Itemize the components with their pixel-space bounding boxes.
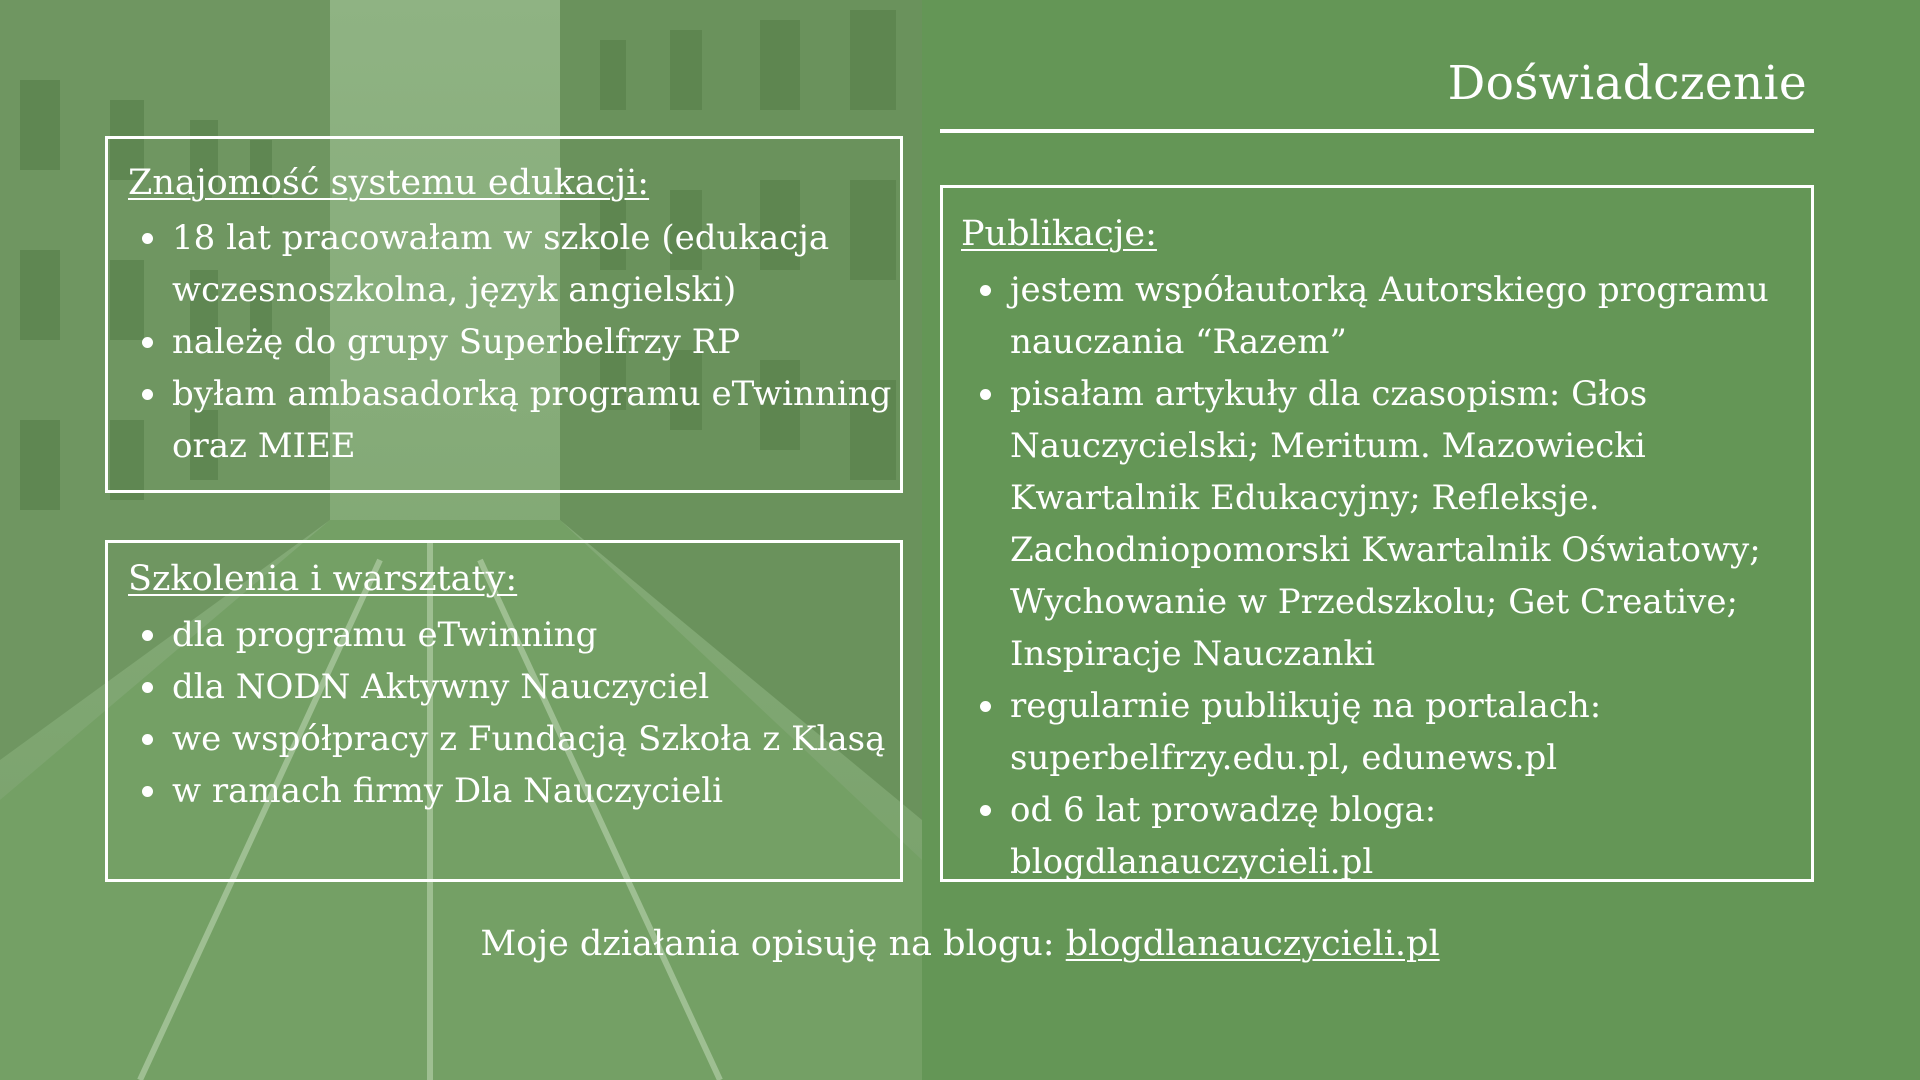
list-item: 18 lat pracowałam w szkole (edukacja wczesnoszkolna, język angielski) [150, 212, 910, 316]
bullet-icon [142, 630, 153, 641]
bullet-icon [980, 701, 991, 712]
bullet-icon [980, 805, 991, 816]
title-divider [940, 129, 1814, 133]
bullet-icon [980, 389, 991, 400]
list-item: od 6 lat prowadzę bloga: blogdlanauczycieli.pl [988, 784, 1808, 888]
list-item: we współpracy z Fundacją Szkoła z Klasą [150, 713, 890, 765]
list-item: regularnie publikuję na portalach: superbelfrzy.edu.pl, edunews.pl [988, 680, 1808, 784]
bullet-icon [980, 285, 991, 296]
bullet-icon [142, 337, 153, 348]
trainings-list [150, 609, 890, 817]
section-title: Znajomość systemu edukacji: [128, 163, 650, 203]
knowledge-list [150, 212, 910, 472]
list-item: jestem współautorką Autorskiego programu nauczania “Razem” [988, 264, 1808, 368]
publications-section [940, 185, 1814, 882]
bullet-icon [142, 389, 153, 400]
blog-link[interactable]: blogdlanauczycieli.pl [1065, 924, 1440, 964]
list-item: w ramach firmy Dla Nauczycieli [150, 765, 890, 817]
bullet-icon [142, 682, 153, 693]
list-item: dla NODN Aktywny Nauczyciel [150, 661, 890, 713]
bullet-icon [142, 734, 153, 745]
footer-text: Moje działania opisuję na blogu: [480, 924, 1066, 964]
footer-note [0, 924, 1920, 964]
section-title: Szkolenia i warsztaty: [128, 559, 518, 599]
list-item: należę do grupy Superbelfrzy RP [150, 316, 910, 368]
publications-list [988, 264, 1808, 888]
trainings-section [105, 540, 903, 882]
section-title: Publikacje: [961, 214, 1157, 254]
page-title: Doświadczenie [1447, 56, 1807, 111]
list-item: pisałam artykuły dla czasopism: Głos Nauczycielski; Meritum. Mazowiecki Kwartalnik Edukacyjny; Refleksje. Zachodniopomorski Kwartalnik Oświatowy; Wychowanie w Przedszkolu; Get Creative; Inspiracje Nauczanki [988, 368, 1808, 680]
knowledge-section [105, 136, 903, 493]
list-item: byłam ambasadorką programu eTwinning oraz MIEE [150, 368, 910, 472]
list-item: dla programu eTwinning [150, 609, 890, 661]
bullet-icon [142, 786, 153, 797]
bullet-icon [142, 233, 153, 244]
